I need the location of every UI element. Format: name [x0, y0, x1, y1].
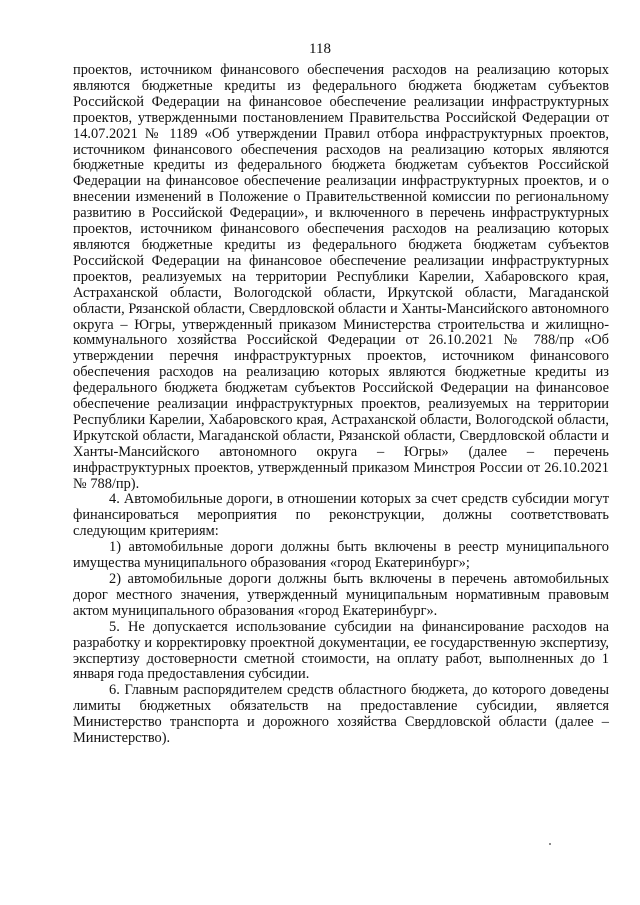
document-body [73, 63, 609, 747]
paragraph-item-4: 4. Автомобильные дороги, в отношении которых за счет средств субсидии могут финансироваться мероприятия по реконструкции, должны соответствовать следующим критериям: [73, 491, 609, 540]
page-number: 118 [309, 41, 331, 57]
paragraph-item-5: 5. Не допускается использование субсидии на финансирование расходов на разработку и корректировку проектной документации, ее государственную экспертизу, экспертизу достоверности сметной стоимости, на оплату работ, выполненных до 1 января года предоставления субсидии. [73, 618, 609, 683]
paragraph-continuation: проектов, источником финансового обеспечения расходов на реализацию которых являются бюджетные кредиты из федерального бюджета бюджетам субъектов Российской Федерации на финансовое обеспечение реализации инфраструктурных проектов, утвержденными постановлением Правительства Российской Федерации от 14.07.2021 № 1189 «Об утверждении Правил отбора инфраструктурных проектов, источником финансового обеспечения расходов на реализацию которых являются бюджетные кредиты из федерального бюджета бюджетам субъектов Российской Федерации на финансовое обеспечение реализации инфраструктурных проектов, и о внесении изменений в Положение о Правительственной комиссии по региональному развитию в Российской Федерации», и включенного в перечень инфраструктурных проектов, источником финансового обеспечения расходов на реализацию которых являются бюджетные кредиты из федерального бюджета бюджетам субъектов Российской Федерации на финансовое обеспечение реализации инфраструктурных проектов, реализуемых на территории Республики Карелии, Хабаровского края, Астраханской области, Вологодской области, Иркутской области, Магаданской области, Рязанской области, Свердловской области и Ханты-Мансийского автономного округа – Югры, утвержденный приказом Министерства строительства и жилищно-коммунального хозяйства Российской Федерации от 26.10.2021 № 788/пр «Об утверждении перечня инфраструктурных проектов, источником финансового обеспечения расходов на реализацию которых являются бюджетные кредиты из федерального бюджета бюджетам субъектов Российской Федерации на финансовое обеспечение реализации инфраструктурных проектов, реализуемых на территории Республики Карелии, Хабаровского края, Астраханской области, Вологодской области, Иркутской области, Магаданской области, Рязанской области, Свердловской области и Ханты-Мансийского автономного округа – Югры» (далее – перечень инфраструктурных проектов, утвержденный приказом Минстроя России от 26.10.2021 № 788/пр). [73, 62, 609, 492]
paragraph-subitem-2: 2) автомобильные дороги должны быть включены в перечень автомобильных дорог местного значения, утвержденный муниципальным нормативным правовым актом муниципального образования «город Екатеринбург». [73, 571, 609, 619]
scan-speck [549, 843, 551, 845]
paragraph-item-6: 6. Главным распорядителем средств областного бюджета, до которого доведены лимиты бюджетных обязательств на предоставление субсидии, является Министерство транспорта и дорожного хозяйства Свердловской области (далее – Министерство). [73, 682, 609, 747]
paragraph-subitem-1: 1) автомобильные дороги должны быть включены в реестр муниципального имущества муниципального образования «город Екатеринбург»; [73, 539, 609, 572]
